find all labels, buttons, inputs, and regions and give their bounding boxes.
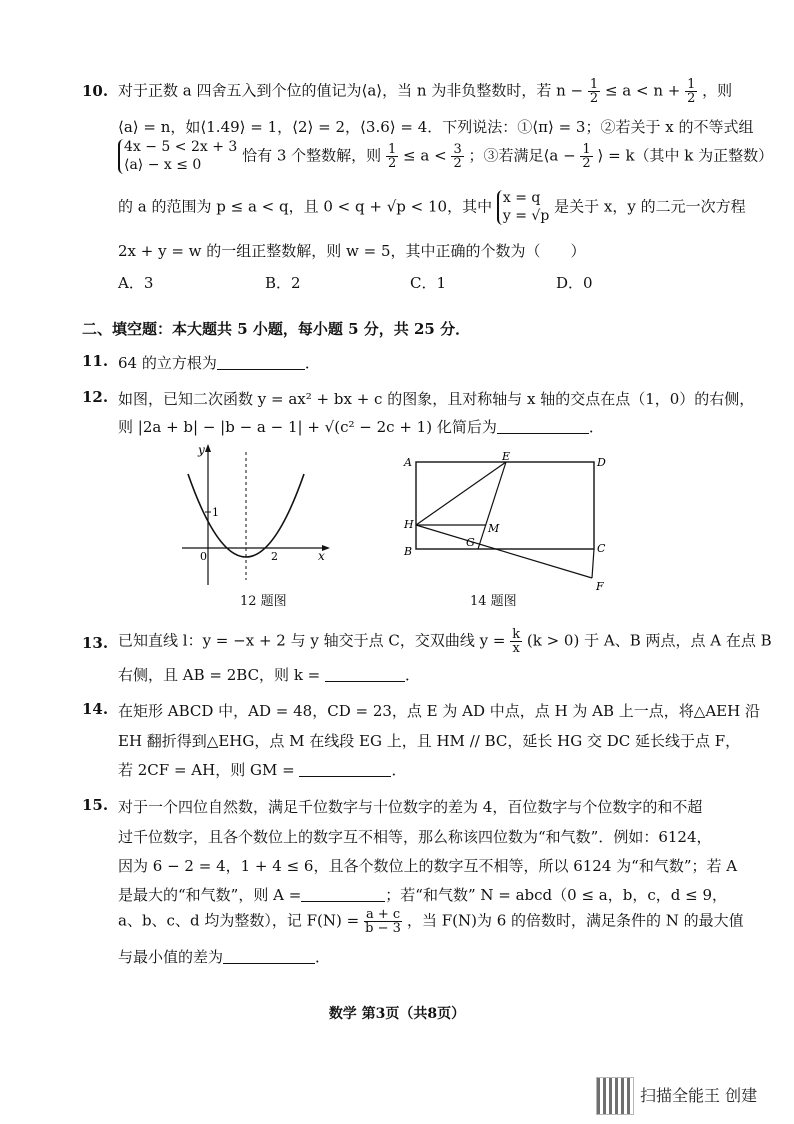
q12-line2: 则 |2a + b| − |b − a − 1| + √(c² − 2c + 1) 化简后为 ．	[118, 418, 604, 436]
label-c: C	[597, 542, 606, 555]
scanner-watermark: 扫描全能王 创建	[640, 1086, 758, 1105]
q15-line1: 对于一个四位自然数，满足千位数字与十位数字的差为 4，百位数字与个位数字的和不超	[118, 798, 703, 816]
tick-label-two: 2	[271, 550, 278, 563]
q14-line3: 若 2CF = AH，则 GM = ．	[118, 761, 407, 779]
answer-blank[interactable]	[497, 419, 589, 434]
fraction-fn: $\frac{a + c}{b - 3}$	[365, 907, 401, 936]
q10-line2: ⟨a⟩ = n，如⟨1.49⟩ = 1，⟨2⟩ = 2，⟨3.6⟩ = 4．下列说法：①⟨π⟩ = 3；②若关于 x 的不等式组	[118, 118, 754, 136]
fraction-three-halves: $\frac{3}{2}$	[453, 142, 462, 171]
answer-blank[interactable]	[217, 355, 305, 370]
q13-line1: 已知直线 l：y = −x + 2 与 y 轴交于点 C，交双曲线 y = $\frac{k}{x}$ (k > 0) 于 A、B 两点，点 A 在点 B	[118, 627, 772, 656]
q10-option-c: C．1	[410, 274, 447, 292]
y-axis-arrow	[205, 444, 211, 452]
fraction-k-over-x: $\frac{k}{x}$	[512, 627, 521, 656]
q10-option-d: D．0	[556, 274, 593, 292]
x-axis-label: x	[318, 549, 325, 563]
answer-blank[interactable]	[301, 887, 385, 902]
figure-12-parabola	[178, 440, 338, 590]
tick-label-one: 1	[212, 506, 219, 519]
label-d: D	[597, 456, 606, 469]
label-b: B	[404, 545, 413, 558]
inequality-system: 4x − 5 < 2x + 3 ⟨a⟩ − x ≤ 0	[118, 139, 237, 174]
page-footer: 数学 第3页（共8页）	[328, 1006, 466, 1022]
q10-number: 10.	[82, 82, 109, 100]
q13-number: 13.	[82, 634, 109, 652]
q15-line6: 与最小值的差为 ．	[118, 948, 331, 966]
qr-code-icon	[596, 1077, 634, 1115]
q15-line4: 是最大的“和气数”，则 A = ；若“和气数” N = abcd（0 ≤ a，b，c，d ≤ 9，	[118, 886, 728, 904]
q15-line2: 过千位数字，且各个数位上的数字互不相等，那么称该四位数为“和气数”．例如：6124，	[118, 828, 712, 846]
fraction-half: $\frac{1}{2}$	[582, 142, 591, 171]
q10-option-a: A．3	[118, 274, 154, 292]
answer-blank[interactable]	[299, 762, 391, 777]
fraction-half: $\frac{1}{2}$	[687, 77, 696, 106]
q10-line3: 4x − 5 < 2x + 3 ⟨a⟩ − x ≤ 0 恰有 3 个整数解，则 $\frac{1}{2}$ ≤ a < $\frac{3}{2}$ ；③若满足⟨a − $\frac{1}{2}$ ⟩ = k（其中 k 为正整数）	[118, 139, 773, 174]
q13-line2: 右侧，且 AB = 2BC，则 k = ．	[118, 666, 421, 684]
q12-number: 12.	[82, 388, 109, 406]
q14-number: 14.	[82, 700, 109, 718]
figure-12-caption: 12 题图	[240, 594, 287, 609]
fraction-half: $\frac{1}{2}$	[387, 142, 397, 171]
answer-blank[interactable]	[223, 949, 315, 964]
q10-option-b: B．2	[265, 274, 301, 292]
q14-line2: EH 翻折得到△EHG，点 M 在线段 EG 上，且 HM // BC，延长 HG 交 DC 延长线于点 F，	[118, 732, 741, 750]
segment-cf	[592, 549, 594, 578]
label-g: G	[466, 536, 475, 549]
label-f: F	[596, 580, 604, 593]
equation-system: x = q y = √p	[497, 190, 549, 225]
section-title: 二、填空题：本大题共 5 小题，每小题 5 分，共 25 分．	[82, 320, 471, 338]
label-h: H	[404, 518, 414, 531]
segment-he	[416, 462, 506, 525]
rectangle-abcd	[416, 462, 594, 549]
segment-eg	[478, 462, 506, 549]
figure-14-rectangle	[396, 448, 616, 596]
y-axis-label: y	[198, 443, 205, 457]
q10-line5: 2x + y = w 的一组正整数解，则 w = 5，其中正确的个数为（ ）	[118, 242, 586, 260]
q11-number: 11.	[82, 352, 109, 370]
label-m: M	[488, 522, 500, 535]
segment-hf	[416, 525, 592, 578]
q15-line3: 因为 6 − 2 = 4，1 + 4 ≤ 6，且各个数位上的数字互不相等，所以 6124 为“和气数”；若 A	[118, 857, 738, 875]
label-e: E	[502, 450, 511, 463]
q12-line1: 如图，已知二次函数 y = ax² + bx + c 的图象，且对称轴与 x 轴的交点在点（1，0）的右侧，	[118, 390, 755, 408]
origin-label: 0	[200, 550, 207, 563]
q11-line: 64 的立方根为 ．	[118, 354, 320, 372]
q10-line4: 的 a 的范围为 p ≤ a < q，且 0 < q + √p < 10，其中 x = q y = √p 是关于 x，y 的二元一次方程	[118, 190, 746, 224]
q15-number: 15.	[82, 796, 109, 814]
q15-line5: a、b、c、d 均为整数），记 F(N) = $\frac{a + c}{b - 3}$ ，当 F(N)为 6 的倍数时，满足条件的 N 的最大值	[118, 907, 744, 936]
q10-line1: 对于正数 a 四舍五入到个位的值记为⟨a⟩，当 n 为非负整数时，若 n − $\frac{1}{2}$ ≤ a < n + $\frac{1}{2}$ ，则	[118, 77, 733, 106]
fraction-half: $\frac{1}{2}$	[589, 77, 599, 106]
answer-blank[interactable]	[325, 667, 405, 682]
figure-14-caption: 14 题图	[470, 594, 517, 609]
q14-line1: 在矩形 ABCD 中，AD = 48，CD = 23，点 E 为 AD 中点，点 H 为 AB 上一点，将△AEH 沿	[118, 702, 760, 720]
label-a: A	[404, 456, 412, 469]
